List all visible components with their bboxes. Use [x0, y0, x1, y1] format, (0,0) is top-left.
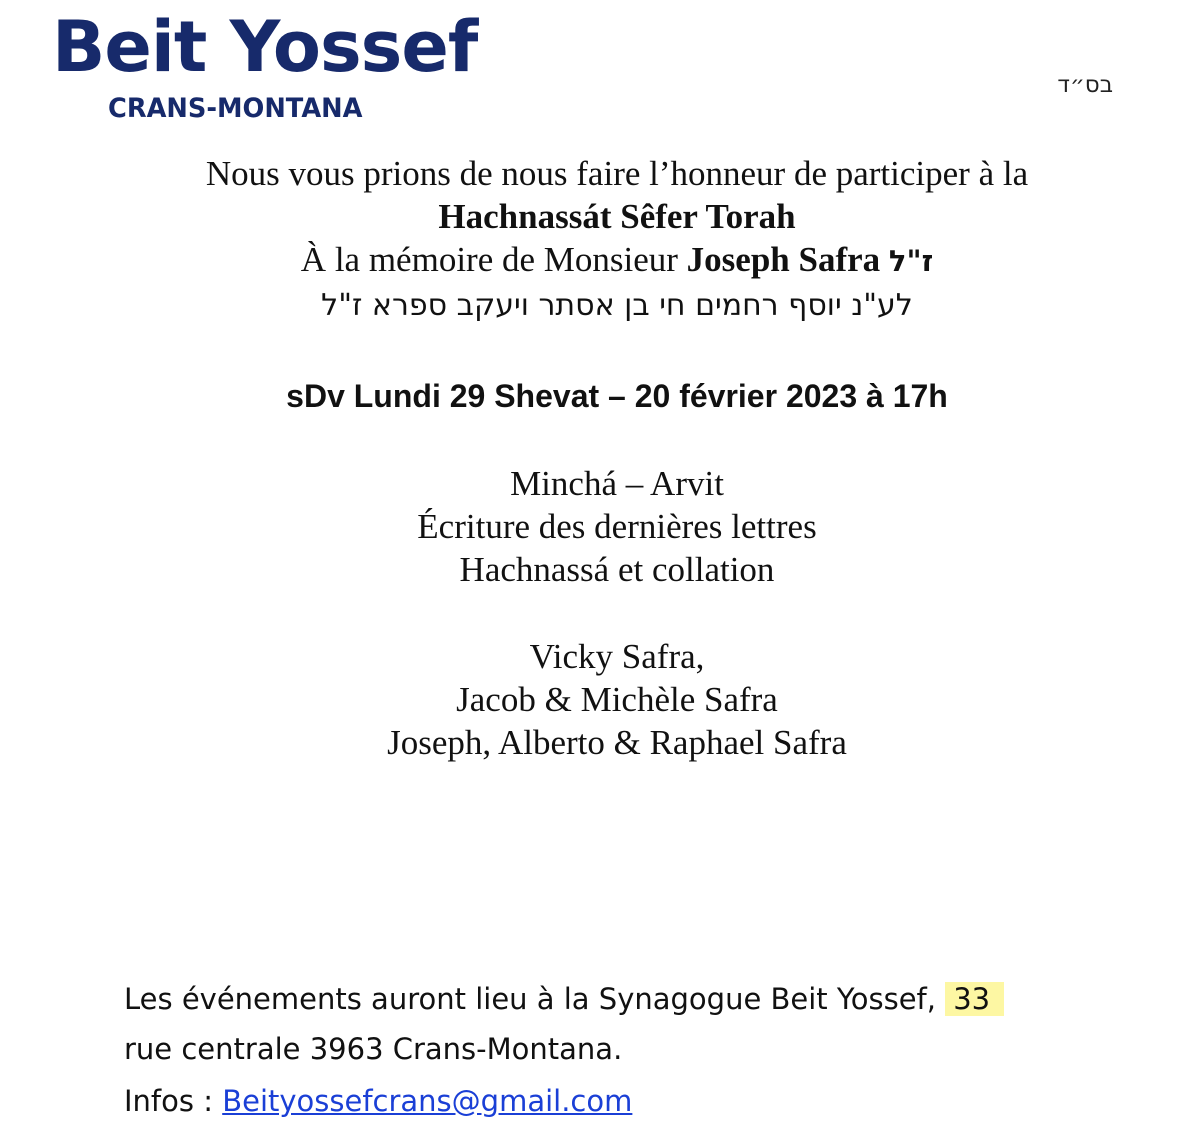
logo-subtitle: CRANS-MONTANA: [108, 93, 363, 124]
program-list: [0, 462, 1179, 591]
email-link[interactable]: Beityossefcrans@gmail.com: [222, 1084, 633, 1118]
hosts-list: [0, 635, 1179, 764]
bsd-header: בס״ד: [1057, 72, 1113, 98]
program-item: Minchá – Arvit: [510, 464, 724, 503]
infos-line: [124, 1076, 1164, 1126]
event-date: sDv Lundi 29 Shevat – 20 février 2023 à 17h: [286, 378, 948, 414]
host-line: Jacob & Michèle Safra: [456, 680, 778, 719]
location-text: Les événements auront lieu à la Synagogue Beit Yossef,: [124, 982, 936, 1016]
memory-prefix: À la mémoire de Monsieur: [300, 240, 687, 279]
street-number-highlight: 33: [945, 982, 1004, 1016]
honoree-name: Joseph Safra: [686, 240, 881, 279]
logo-title: Beit Yossef: [52, 6, 478, 88]
program-item: Hachnassá et collation: [459, 550, 775, 589]
infos-label: Infos :: [124, 1084, 223, 1118]
hebrew-dedication: לע"נ יוסף רחמים חי בן אסתר ויעקב ספרא ז"ל: [321, 288, 913, 323]
memory-line: [0, 238, 1179, 283]
program-item: Écriture des dernières lettres: [417, 507, 817, 546]
location-line-2: rue centrale 3963 Crans-Montana.: [124, 1032, 623, 1066]
invitation-block: [0, 152, 1179, 328]
host-line: Joseph, Alberto & Raphael Safra: [387, 723, 847, 762]
honoree-suffix: ז"ל: [888, 244, 934, 278]
location-line-1: [124, 974, 1164, 1024]
location-footer: [124, 974, 1164, 1126]
host-line: Vicky Safra,: [529, 637, 705, 676]
intro-line: Nous vous prions de nous faire l’honneur de participer à la: [205, 154, 1029, 193]
event-name: Hachnassát Sêfer Torah: [438, 197, 796, 236]
